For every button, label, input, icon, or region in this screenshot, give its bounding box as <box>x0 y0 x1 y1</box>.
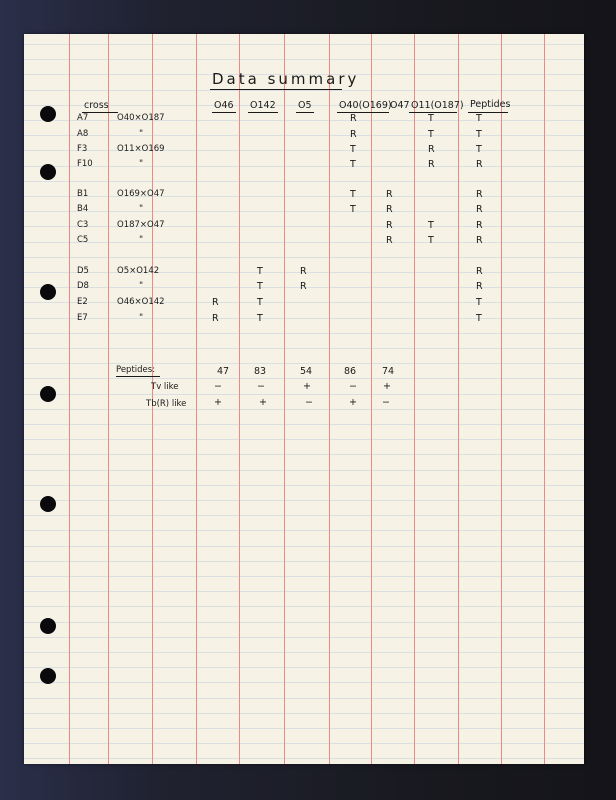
punch-hole <box>40 106 56 122</box>
notebook-page <box>24 34 584 764</box>
tb-mark: + <box>259 397 267 408</box>
header-underline <box>248 112 278 113</box>
result-cell: R <box>428 159 435 170</box>
result-cell: T <box>350 204 356 215</box>
result-cell: R <box>476 235 483 246</box>
header-c4: O40(O169) <box>339 100 392 111</box>
margin-line <box>329 34 330 764</box>
sample-id: A7 <box>77 113 89 123</box>
punch-hole <box>40 496 56 512</box>
sample-id: E7 <box>77 313 88 323</box>
result-cell: T <box>428 235 434 246</box>
peptide-count: 54 <box>300 366 313 377</box>
margin-line <box>108 34 109 764</box>
header-cross: cross <box>84 100 109 111</box>
sample-id: F3 <box>77 144 88 154</box>
result-cell: R <box>476 189 483 200</box>
tb-mark: + <box>349 397 357 408</box>
result-cell: R <box>386 235 393 246</box>
margin-line <box>284 34 285 764</box>
sample-id: B1 <box>77 189 89 199</box>
header-underline <box>296 112 314 113</box>
result-cell: R <box>350 129 357 140</box>
header-underline <box>468 112 508 113</box>
cross-cell: O46×O142 <box>117 297 165 307</box>
tb-mark: + <box>214 397 222 408</box>
peptide-count: 86 <box>344 366 357 377</box>
cross-cell: " <box>139 204 144 214</box>
result-cell: R <box>300 281 307 292</box>
margin-line <box>69 34 70 764</box>
cross-cell: " <box>139 235 144 245</box>
result-cell: T <box>350 189 356 200</box>
label-underline <box>116 376 160 377</box>
header-c6: O11(O187) <box>411 100 464 111</box>
cross-cell: " <box>139 129 144 139</box>
margin-line <box>239 34 240 764</box>
result-cell: T <box>428 129 434 140</box>
punch-hole <box>40 284 56 300</box>
sample-id: E2 <box>77 297 88 307</box>
header-c3: O5 <box>298 100 312 111</box>
margin-line <box>414 34 415 764</box>
cross-cell: O187×O47 <box>117 220 165 230</box>
margin-line <box>544 34 545 764</box>
result-cell: T <box>350 144 356 155</box>
tb-like-label: Tb(R) like <box>146 399 187 409</box>
header-underline <box>212 112 236 113</box>
result-cell: T <box>476 313 482 324</box>
margin-line <box>501 34 502 764</box>
header-underline <box>337 112 389 113</box>
cross-cell: O40×O187 <box>117 113 165 123</box>
cross-cell: " <box>139 313 144 323</box>
cross-cell: " <box>139 281 144 291</box>
result-cell: R <box>386 220 393 231</box>
sample-id: F10 <box>77 159 93 169</box>
sample-id: A8 <box>77 129 89 139</box>
title-underline <box>210 89 342 90</box>
peptide-count: 47 <box>217 366 230 377</box>
punch-hole <box>40 618 56 634</box>
result-cell: R <box>428 144 435 155</box>
sample-id: D5 <box>77 266 89 276</box>
margin-line <box>458 34 459 764</box>
tv-mark: − <box>349 381 357 392</box>
cross-cell: O169×O47 <box>117 189 165 199</box>
page-title: Data summary <box>212 70 360 88</box>
punch-hole <box>40 164 56 180</box>
result-cell: R <box>386 204 393 215</box>
sample-id: C3 <box>77 220 89 230</box>
punch-hole <box>40 668 56 684</box>
result-cell: T <box>476 129 482 140</box>
result-cell: T <box>428 113 434 124</box>
sample-id: D8 <box>77 281 89 291</box>
cross-cell: O5×O142 <box>117 266 160 276</box>
result-cell: R <box>476 204 483 215</box>
result-cell: R <box>300 266 307 277</box>
margin-line <box>371 34 372 764</box>
tv-mark: + <box>383 381 391 392</box>
result-cell: T <box>257 313 263 324</box>
result-cell: T <box>257 297 263 308</box>
tv-mark: + <box>303 381 311 392</box>
tb-mark: − <box>382 397 390 408</box>
margin-line <box>196 34 197 764</box>
tv-mark: − <box>257 381 265 392</box>
result-cell: T <box>476 297 482 308</box>
peptide-count: 83 <box>254 366 267 377</box>
tv-like-label: Tv like <box>151 382 179 392</box>
result-cell: T <box>428 220 434 231</box>
result-cell: T <box>350 159 356 170</box>
result-cell: R <box>476 220 483 231</box>
cross-cell: O11×O169 <box>117 144 165 154</box>
header-c7: Peptides <box>470 99 511 110</box>
result-cell: R <box>476 281 483 292</box>
result-cell: R <box>386 189 393 200</box>
peptides-label: Peptides: <box>116 365 156 375</box>
result-cell: T <box>476 144 482 155</box>
result-cell: T <box>257 266 263 277</box>
punch-hole <box>40 386 56 402</box>
cross-cell: " <box>139 159 144 169</box>
peptide-count: 74 <box>382 366 395 377</box>
header-c1: O46 <box>214 100 234 111</box>
result-cell: R <box>476 159 483 170</box>
result-cell: R <box>476 266 483 277</box>
result-cell: T <box>257 281 263 292</box>
tv-mark: − <box>214 381 222 392</box>
result-cell: R <box>212 297 219 308</box>
sample-id: C5 <box>77 235 89 245</box>
result-cell: R <box>212 313 219 324</box>
result-cell: R <box>350 113 357 124</box>
sample-id: B4 <box>77 204 89 214</box>
header-c2: O142 <box>250 100 276 111</box>
header-c5: O47 <box>390 100 410 111</box>
result-cell: T <box>476 113 482 124</box>
tb-mark: − <box>305 397 313 408</box>
